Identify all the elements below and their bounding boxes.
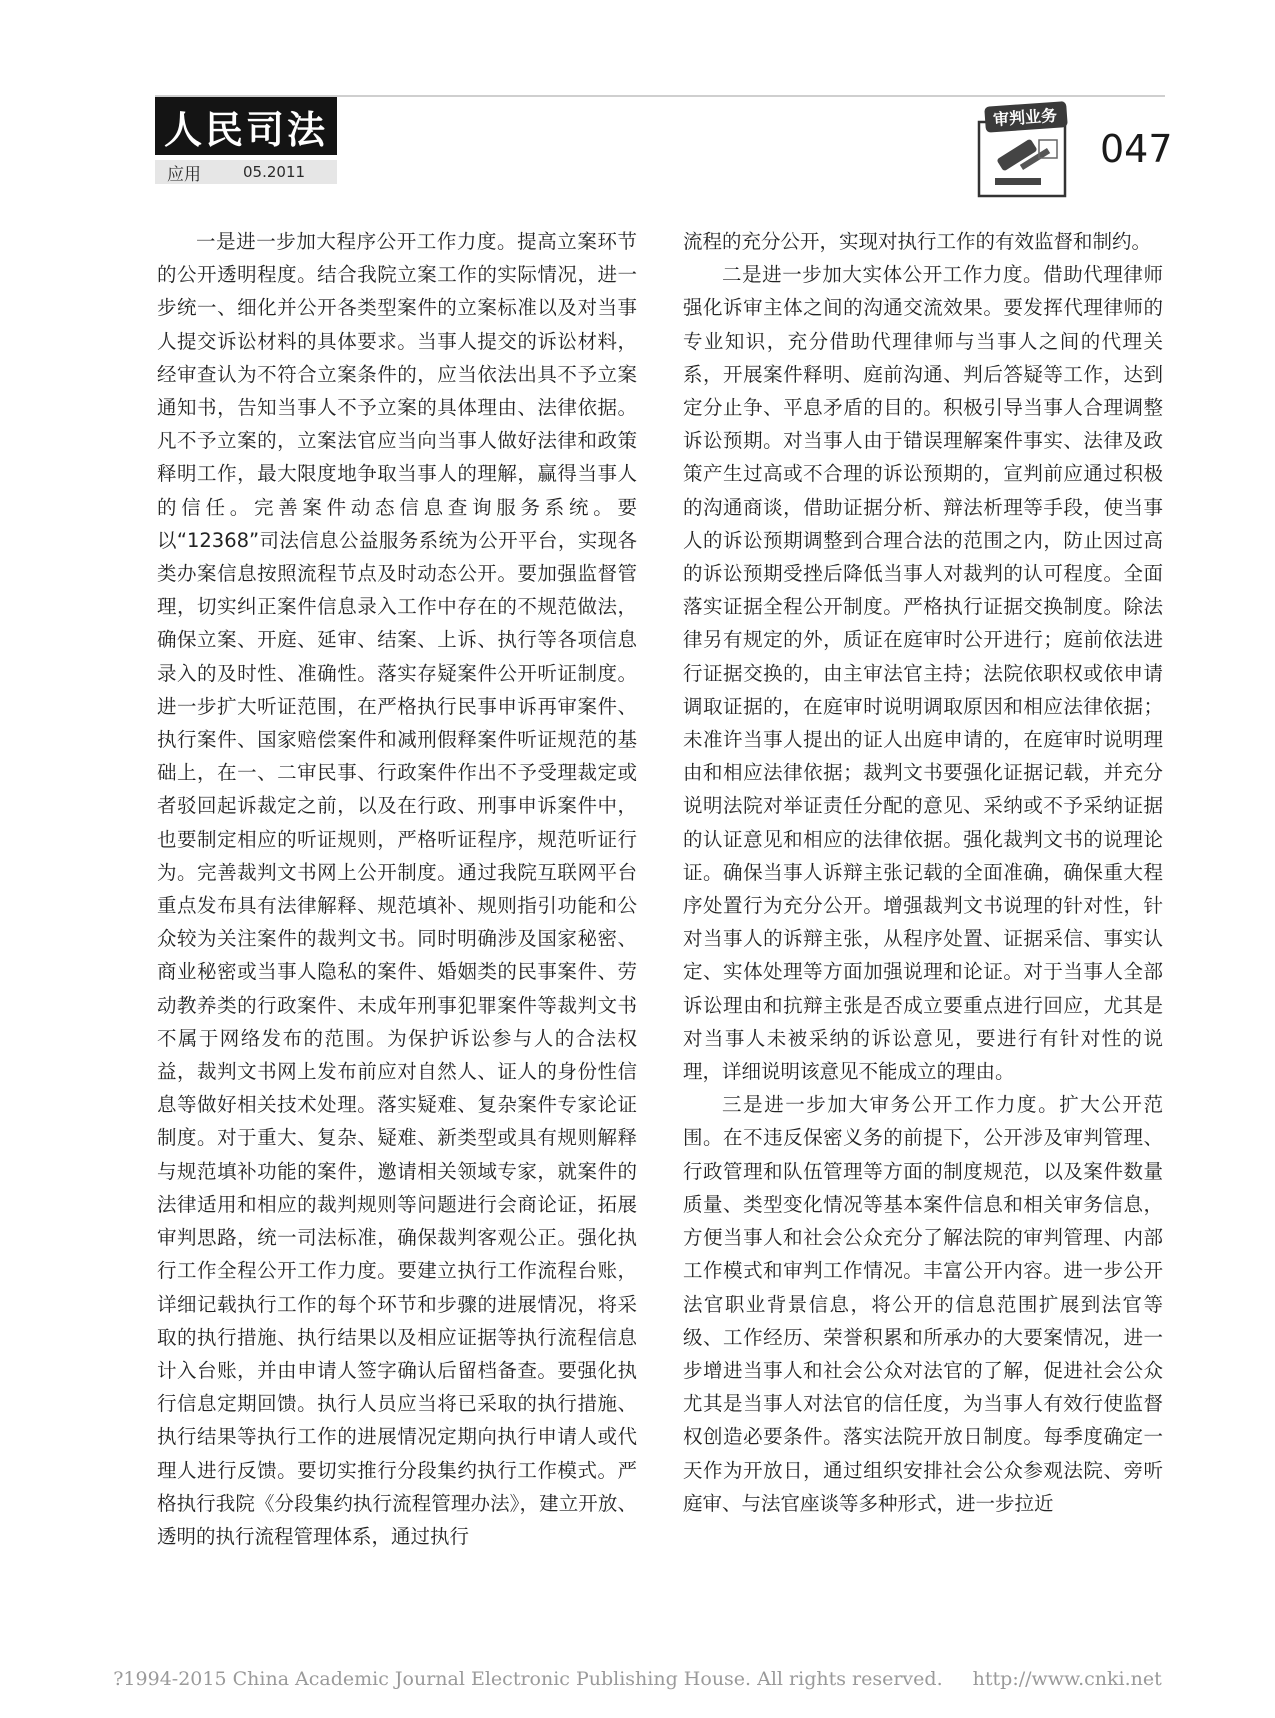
cnki-url: http://www.cnki.net [972, 1668, 1162, 1690]
issue-date: 05.2011 [243, 163, 306, 181]
page-number: 047 [1100, 127, 1173, 171]
column-stamp-icon [975, 100, 1075, 200]
paragraph-procedural-openness: 一是进一步加大程序公开工作力度。提高立案环节的公开透明程度。结合我院立案工作的实际情况，进一步统一、细化并公开各类型案件的立案标准以及对当事人提交诉讼材料的具体要求。当事人提交的诉讼材料，经审查认为不符合立案条件的，应当依法出具不予立案通知书，告知当事人不予立案的具体理由、法律依据。凡不予立案的，立案法官应当向当事人做好法律和政策释明工作，最大限度地争取当事人的理解，赢得当事人的信任。完善案件动态信息查询服务系统。要以“12368”司法信息公益服务系统为公开平台，实现各类办案信息按照流程节点及时动态公开。要加强监督管理，切实纠正案件信息录入工作中存在的不规范做法，确保立案、开庭、延审、结案、上诉、执行等各项信息录入的及时性、准确性。落实存疑案件公开听证制度。进一步扩大听证范围，在严格执行民事申诉再审案件、执行案件、国家赔偿案件和减刑假释案件听证规范的基础上，在一、二审民事、行政案件作出不予受理裁定或者驳回起诉裁定之前，以及在行政、刑事申诉案件中，也要制定相应的听证规则，严格听证程序，规范听证行为。完善裁判文书网上公开制度。通过我院互联网平台重点发布具有法律解释、规范填补、规则指引功能和公众较为关注案件的裁判文书。同时明确涉及国家秘密、商业秘密或当事人隐私的案件、婚姻类的民事案件、劳动教养类的行政案件、未成年刑事犯罪案件等裁判文书不属于网络发布的范围。为保护诉讼参与人的合法权益，裁判文书网上发布前应对自然人、证人的身份性信息等做好相关技术处理。落实疑难、复杂案件专家论证制度。对于重大、复杂、疑难、新类型或具有规则解释与规范填补功能的案件，邀请相关领域专家，就案件的法律适用和相应的裁判规则等问题进行会商论证，拓展审判思路，统一司法标准，确保裁判客观公正。强化执行工作全程公开工作力度。要建立执行工作流程台账，详细记载执行工作的每个环节和步骤的进展情况，将采取的执行措施、执行结果以及相应证据等执行流程信息计入台账，并由申请人签字确认后留档备查。要强化执行信息定期回馈。执行人员应当将已采取的执行措施、执行结果等执行工作的进展情况定期向执行申请人或代理人进行反馈。要切实推行分段集约执行工作模式。严格执行我院《分段集约执行流程管理办法》，建立开放、透明的执行流程管理体系，通过执行 [157, 230, 637, 1548]
journal-title: 人民司法 [163, 107, 328, 152]
copyright-footer [0, 1668, 1275, 1690]
journal-masthead [155, 97, 337, 155]
paragraph-continuation: 流程的充分公开，实现对执行工作的有效监督和制约。 [683, 230, 1152, 253]
paragraph-court-affairs-openness: 三是进一步加大审务公开工作力度。扩大公开范围。在不违反保密义务的前提下，公开涉及审判管理、行政管理和队伍管理等方面的制度规范，以及案件数量质量、类型变化情况等基本案件信息和相关审务信息，方便当事人和社会公众充分了解法院的审判管理、内部工作模式和审判工作情况。丰富公开内容。进一步公开法官职业背景信息，将公开的信息范围扩展到法官等级、工作经历、荣誉积累和所承办的大要案情况，进一步增进当事人和社会公众对法官的了解，促进社会公众尤其是当事人对法官的信任度，为当事人有效行使监督权创造必要条件。落实法院开放日制度。每季度确定一天作为开放日，通过组织安排社会公众参观法院、旁听庭审、与法官座谈等多种形式，进一步拉近 [683, 1093, 1163, 1515]
issue-bar [155, 160, 337, 184]
copyright-text: ?1994-2015 China Academic Journal Electronic Publishing House. All rights reserved. [113, 1668, 943, 1690]
section-label: 应用 [167, 164, 201, 185]
paragraph-substantive-openness: 二是进一步加大实体公开工作力度。借助代理律师强化诉审主体之间的沟通交流效果。要发挥代理律师的专业知识，充分借助代理律师与当事人之间的代理关系，开展案件释明、庭前沟通、判后答疑等工作，达到定分止争、平息矛盾的目的。积极引导当事人合理调整诉讼预期。对当事人由于错误理解案件事实、法律及政策产生过高或不合理的诉讼预期的，宣判前应通过积极的沟通商谈，借助证据分析、辩法析理等手段，使当事人的诉讼预期调整到合理合法的范围之内，防止因过高的诉讼预期受挫后降低当事人对裁判的认可程度。全面落实证据全程公开制度。严格执行证据交换制度。除法律另有规定的外，质证在庭审时公开进行；庭前依法进行证据交换的，由主审法官主持；法院依职权或依申请调取证据的，在庭审时说明调取原因和相应法律依据；未准许当事人提出的证人出庭申请的，在庭审时说明理由和相应法律依据；裁判文书要强化证据记载，并充分说明法院对举证责任分配的意见、采纳或不予采纳证据的认证意见和相应的法律依据。强化裁判文书的说理论证。确保当事人诉辩主张记载的全面准确，确保重大程序处置行为充分公开。增强裁判文书说理的针对性，针对当事人的诉辩主张，从程序处置、证据采信、事实认定、实体处理等方面加强说理和论证。对于当事人全部诉讼理由和抗辩主张是否成立要重点进行回应，尤其是对当事人未被采纳的诉讼意见，要进行有针对性的说理，详细说明该意见不能成立的理由。 [683, 263, 1163, 1084]
column-stamp-label: 审判业务 [992, 105, 1058, 130]
right-column [683, 225, 1163, 1520]
left-column [157, 225, 637, 1553]
